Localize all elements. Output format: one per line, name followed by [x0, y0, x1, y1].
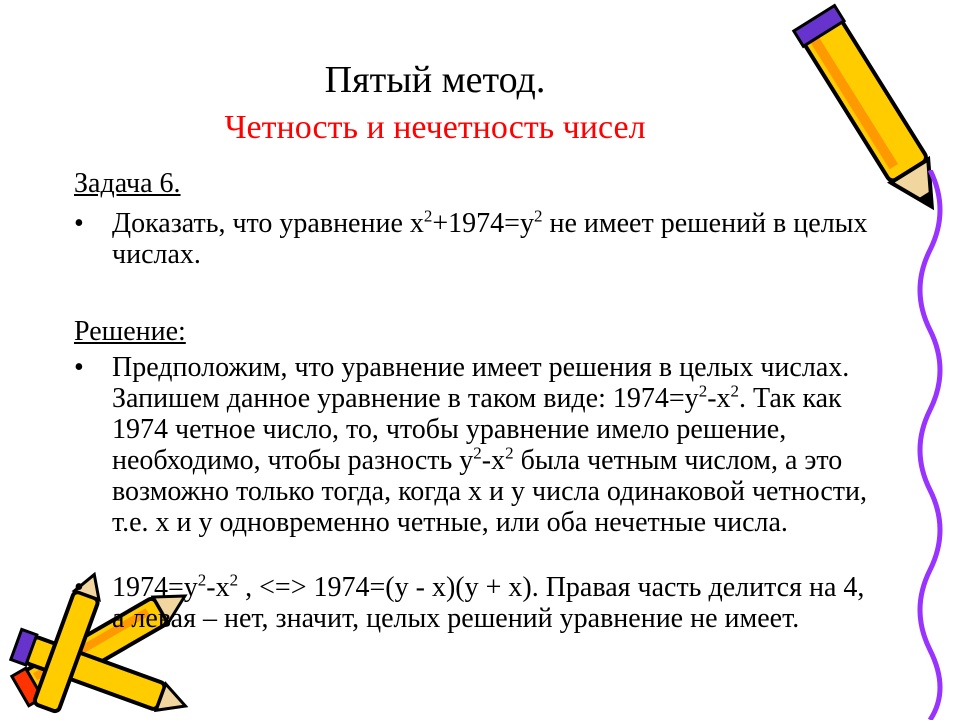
- bullet-marker: •: [74, 572, 84, 603]
- conclusion-bullet: [74, 572, 874, 634]
- task-text: Доказать, что уравнение $х^2+1974=у^2$ не имеет решений в целых числах.: [112, 206, 868, 270]
- solution-bullet: [74, 352, 874, 538]
- task-heading: Задача 6.: [74, 168, 181, 199]
- task-bullet: [74, 208, 874, 270]
- solution-text: Предположим, что уравнение имеет решения в целых числах. Запишем данное уравнение в таком виде: $1974=у^2-х^2$. Так как 1974 четное число, то, чтобы уравнение имело решение, необходимо, чтобы разность $у^2-х^2$ была четным числом, а это возможно только тогда, когда х и у числа одинаковой четности, т.е. х и у одновременно четные, или оба нечетные числа.: [112, 352, 868, 538]
- conclusion-text: $1974=у^2-х^2$ , <=> 1974=(у - х)(у + х). Правая часть делится на 4, а левая – нет, значит, целых решений уравнение не имеет.: [112, 570, 865, 634]
- bullet-marker: •: [74, 208, 84, 239]
- solution-heading: Решение:: [74, 316, 186, 347]
- wavy-border-decoration: [900, 170, 960, 720]
- slide-subtitle: Четность и нечетность чисел: [224, 109, 646, 146]
- bullet-marker: •: [74, 352, 84, 383]
- slide-title: Пятый метод.: [324, 59, 546, 101]
